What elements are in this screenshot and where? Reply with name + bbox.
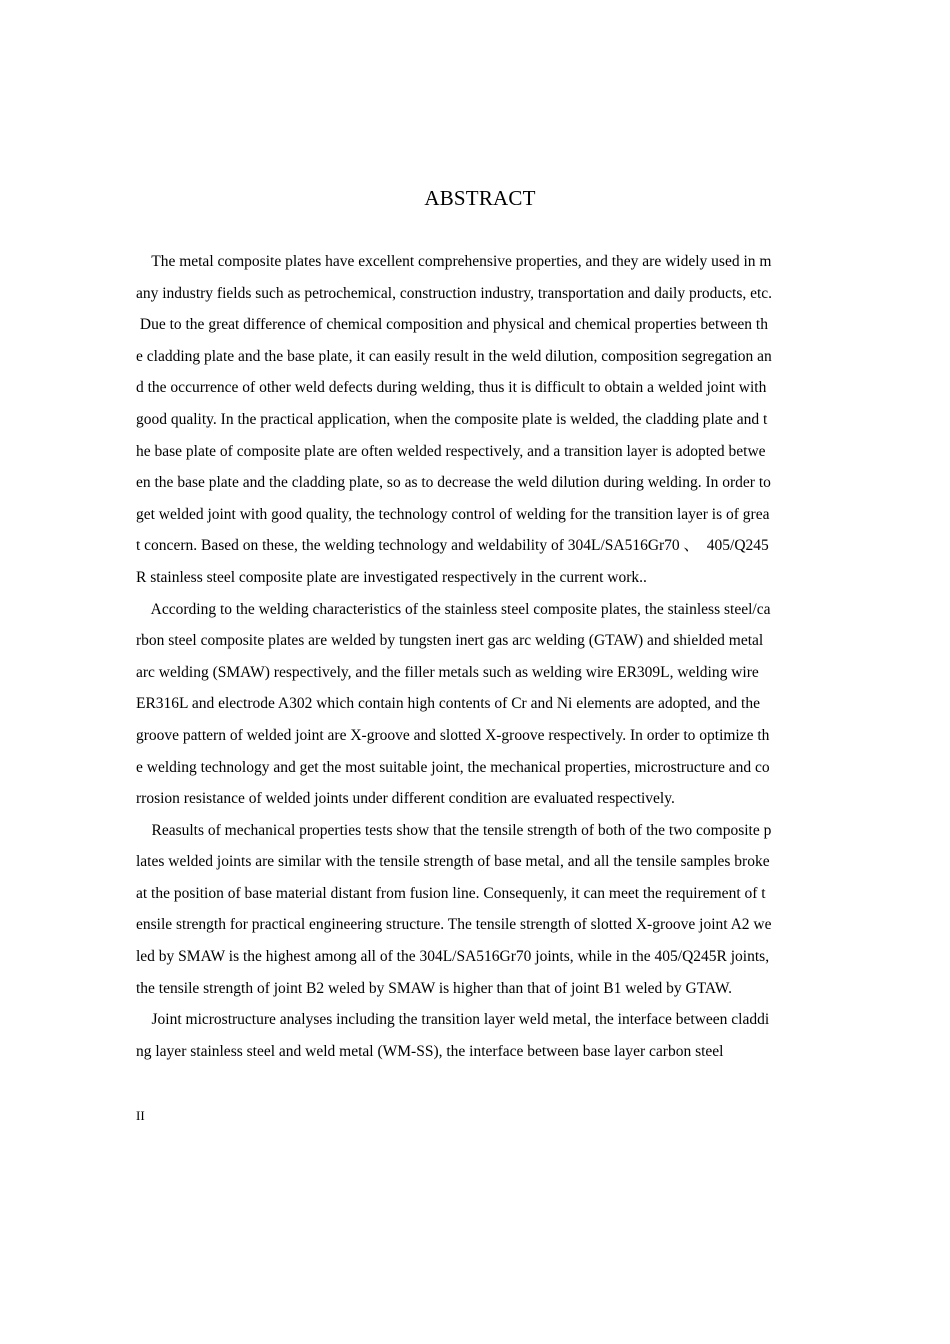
page-number: II <box>136 1108 145 1123</box>
text-line: get welded joint with good quality, the technology control of welding for the transition layer is of grea <box>136 505 770 523</box>
text-line: d the occurrence of other weld defects during welding, thus it is difficult to obtain a welded joint with <box>136 379 767 397</box>
text-line: at the position of base material distant from fusion line. Consequenly, it can meet the requirement of t <box>136 884 766 902</box>
text-line: rbon steel composite plates are welded by tungsten inert gas arc welding (GTAW) and shielded metal <box>136 632 764 650</box>
text-line: ER316L and electrode A302 which contain high contents of Cr and Ni elements are adopted, and the <box>136 695 760 713</box>
text-line: Joint microstructure analyses including the transition layer weld metal, the interface between claddi <box>136 1011 770 1029</box>
text-line: en the base plate and the cladding plate, so as to decrease the weld dilution during welding. In order to <box>136 474 771 492</box>
text-line: he base plate of composite plate are often welded respectively, and a transition layer is adopted betwe <box>136 442 766 460</box>
text-line: rrosion resistance of welded joints under different condition are evaluated respectively. <box>136 790 675 808</box>
text-line: good quality. In the practical application, when the composite plate is welded, the cladding plate and t <box>136 410 768 428</box>
text-line: groove pattern of welded joint are X-groove and slotted X-groove respectively. In order to optimize th <box>136 726 770 744</box>
text-line: arc welding (SMAW) respectively, and the filler metals such as welding wire ER309L, welding wire <box>136 663 759 681</box>
abstract-body <box>136 246 836 1067</box>
text-line: ensile strength for practical engineering structure. The tensile strength of slotted X-groove joint A2 we <box>136 916 772 934</box>
text-line: Due to the great difference of chemical composition and physical and chemical properties between th <box>136 316 768 334</box>
text-line: Reasults of mechanical properties tests show that the tensile strength of both of the two composite p <box>136 821 772 839</box>
text-line: ng layer stainless steel and weld metal (WM-SS), the interface between base layer carbon steel <box>136 1042 724 1060</box>
text-line: the tensile strength of joint B2 weled by SMAW is higher than that of joint B1 weled by GTAW. <box>136 979 732 997</box>
text-line: t concern. Based on these, the welding technology and weldability of 304L/SA516Gr70 、 405/Q245 <box>136 537 769 555</box>
text-line: The metal composite plates have excellent comprehensive properties, and they are widely used in m <box>136 253 772 270</box>
text-line: lates welded joints are similar with the tensile strength of base metal, and all the tensile samples broke <box>136 853 770 871</box>
text-line: R stainless steel composite plate are investigated respectively in the current work.. <box>136 568 647 586</box>
text-line: According to the welding characteristics of the stainless steel composite plates, the stainless steel/ca <box>136 600 771 618</box>
abstract-title: ABSTRACT <box>424 186 536 210</box>
text-line: led by SMAW is the highest among all of the 304L/SA516Gr70 joints, while in the 405/Q245R joints, <box>136 948 770 966</box>
text-line: e welding technology and get the most suitable joint, the mechanical properties, microstructure and co <box>136 758 770 776</box>
text-line: e cladding plate and the base plate, it can easily result in the weld dilution, composition segregation an <box>136 347 772 365</box>
text-line: any industry fields such as petrochemical, construction industry, transportation and daily products, etc. <box>136 284 773 302</box>
